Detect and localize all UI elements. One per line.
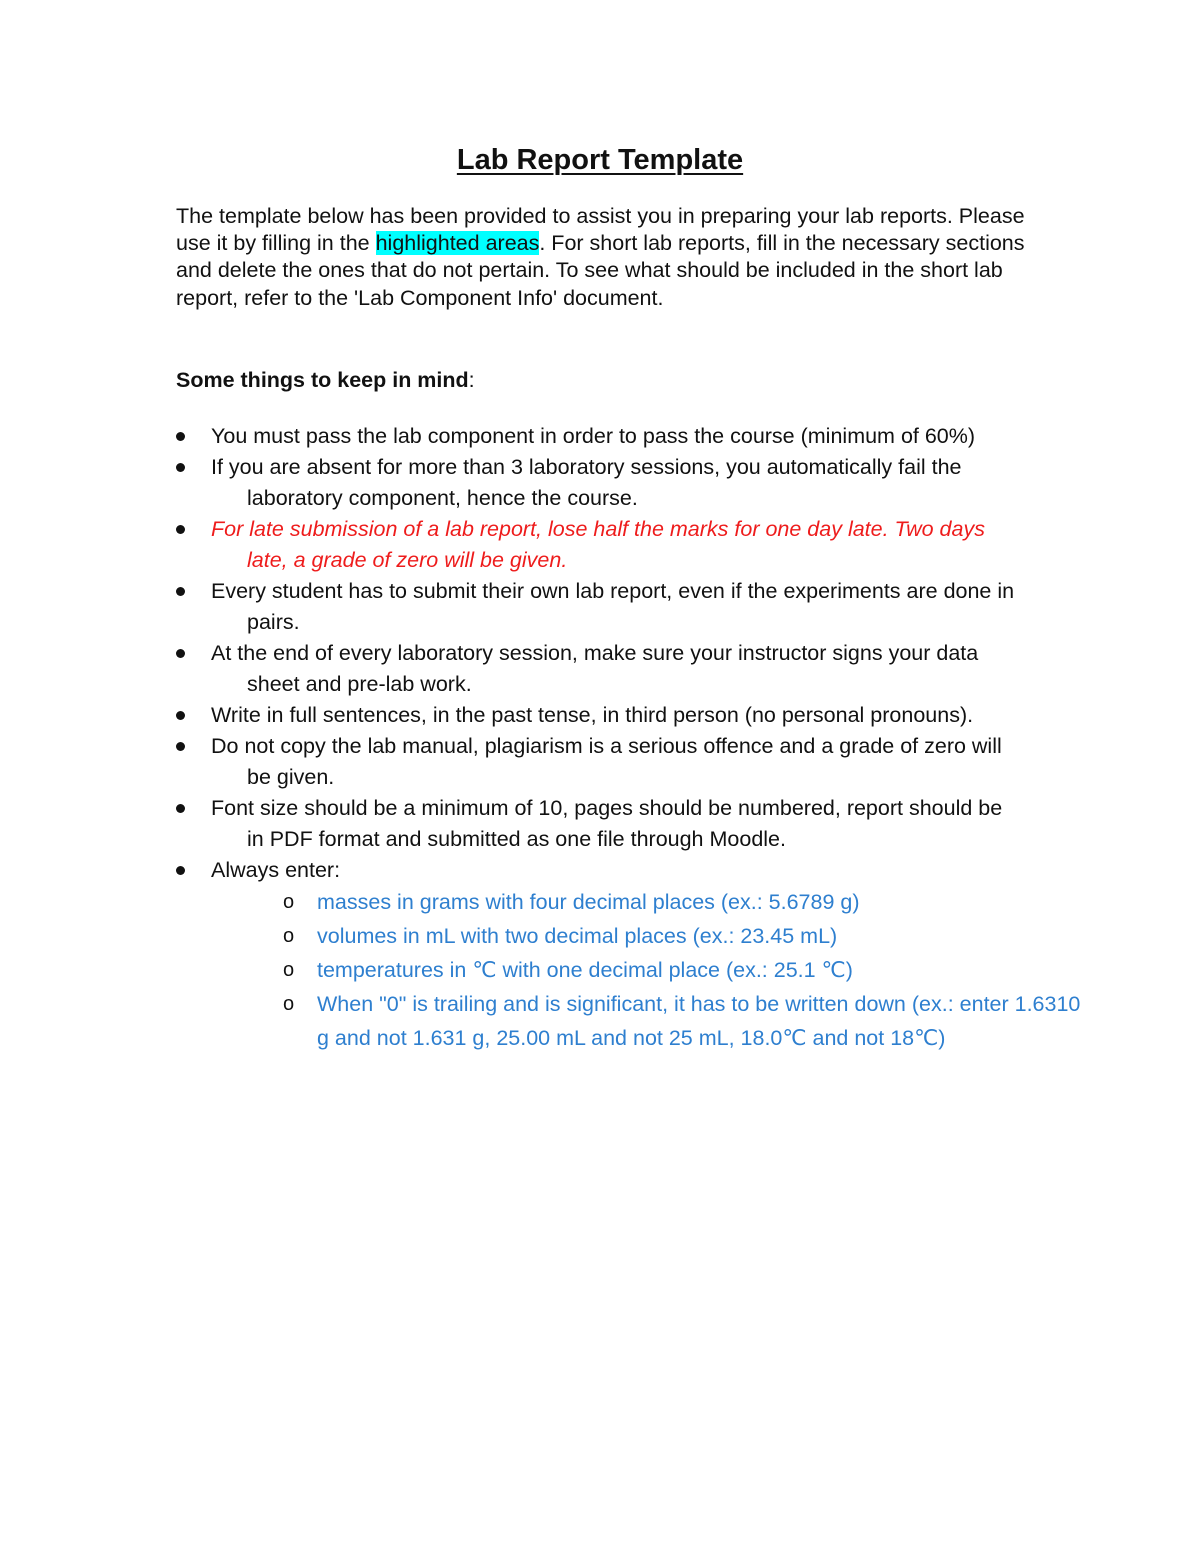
bullet-icon xyxy=(176,649,185,658)
sublist-item xyxy=(0,919,1200,953)
bullet-icon xyxy=(176,804,185,813)
bullet-icon xyxy=(176,742,185,751)
bullet-icon xyxy=(176,432,185,441)
list-item-text: Font size should be a minimum of 10, pages should be numbered, report should be xyxy=(211,796,1003,820)
keep-in-mind-heading-bold: Some things to keep in mind xyxy=(176,368,469,392)
hollow-bullet-icon: o xyxy=(283,925,295,947)
sublist-item xyxy=(0,885,1200,919)
list-item xyxy=(0,793,1200,855)
always-enter-sublist xyxy=(0,885,1200,1055)
bullet-icon xyxy=(176,463,185,472)
list-item-text: For late submission of a lab report, lose half the marks for one day late. Two days xyxy=(211,517,985,541)
list-item-text: You must pass the lab component in order to pass the course (minimum of 60%) xyxy=(211,424,976,448)
rules-list xyxy=(0,421,1200,886)
list-item-text: Always enter: xyxy=(211,858,341,882)
list-item xyxy=(0,452,1200,514)
list-item-continuation: in PDF format and submitted as one file through Moodle. xyxy=(247,827,786,851)
list-item xyxy=(0,576,1200,638)
sublist-item-text: When "0" is trailing and is significant, it has to be written down (ex.: enter 1.6310 g and not 1.631 g, 25.00 mL and not 25 mL, 18.0℃ and not 18℃) xyxy=(317,992,1081,1050)
list-item-text: Every student has to submit their own lab report, even if the experiments are done in xyxy=(211,579,1015,603)
sublist-item-text: temperatures in ℃ with one decimal place (ex.: 25.1 ℃) xyxy=(317,958,853,982)
list-item-continuation: sheet and pre-lab work. xyxy=(247,672,472,696)
bullet-icon xyxy=(176,866,185,875)
highlighted-areas-text: highlighted areas xyxy=(375,231,540,256)
list-item-text: If you are absent for more than 3 laboratory sessions, you automatically fail the xyxy=(211,455,962,479)
list-item xyxy=(0,421,1200,452)
list-item-always-enter xyxy=(0,855,1200,886)
list-item-continuation: laboratory component, hence the course. xyxy=(247,486,638,510)
list-item xyxy=(0,700,1200,731)
list-item-text: At the end of every laboratory session, make sure your instructor signs your data xyxy=(211,641,979,665)
keep-in-mind-heading xyxy=(176,366,475,394)
bullet-icon xyxy=(176,711,185,720)
hollow-bullet-icon: o xyxy=(283,959,295,981)
document-title: Lab Report Template xyxy=(456,144,744,176)
sublist-item-text: masses in grams with four decimal places (ex.: 5.6789 g) xyxy=(317,890,860,914)
intro-text-part1: The template below has been provided to assist you in preparing your lab reports. Please use it by filling in the xyxy=(176,204,1025,256)
list-item-continuation: late, a grade of zero will be given. xyxy=(247,548,568,572)
bullet-icon xyxy=(176,587,185,596)
sublist-item xyxy=(0,987,1200,1055)
hollow-bullet-icon: o xyxy=(283,891,295,913)
list-item-continuation: be given. xyxy=(247,765,335,789)
bullet-icon xyxy=(176,525,185,534)
list-item-text: Do not copy the lab manual, plagiarism is a serious offence and a grade of zero will xyxy=(211,734,1002,758)
sublist-item-text: volumes in mL with two decimal places (ex.: 23.45 mL) xyxy=(317,924,838,948)
list-item xyxy=(0,731,1200,793)
keep-in-mind-heading-colon: : xyxy=(468,368,475,392)
list-item-continuation: pairs. xyxy=(247,610,300,634)
list-item-late-submission xyxy=(0,514,1200,576)
hollow-bullet-icon: o xyxy=(283,993,295,1015)
sublist-item xyxy=(0,953,1200,987)
list-item-text: Write in full sentences, in the past tense, in third person (no personal pronouns). xyxy=(211,703,974,727)
list-item xyxy=(0,638,1200,700)
intro-paragraph xyxy=(176,203,1036,312)
intro-text-part2: . For short lab reports, fill in the necessary sections and delete the ones that do not pertain. To see what should be included in the short lab report, refer to the 'Lab Component Info' document. xyxy=(176,231,1025,310)
